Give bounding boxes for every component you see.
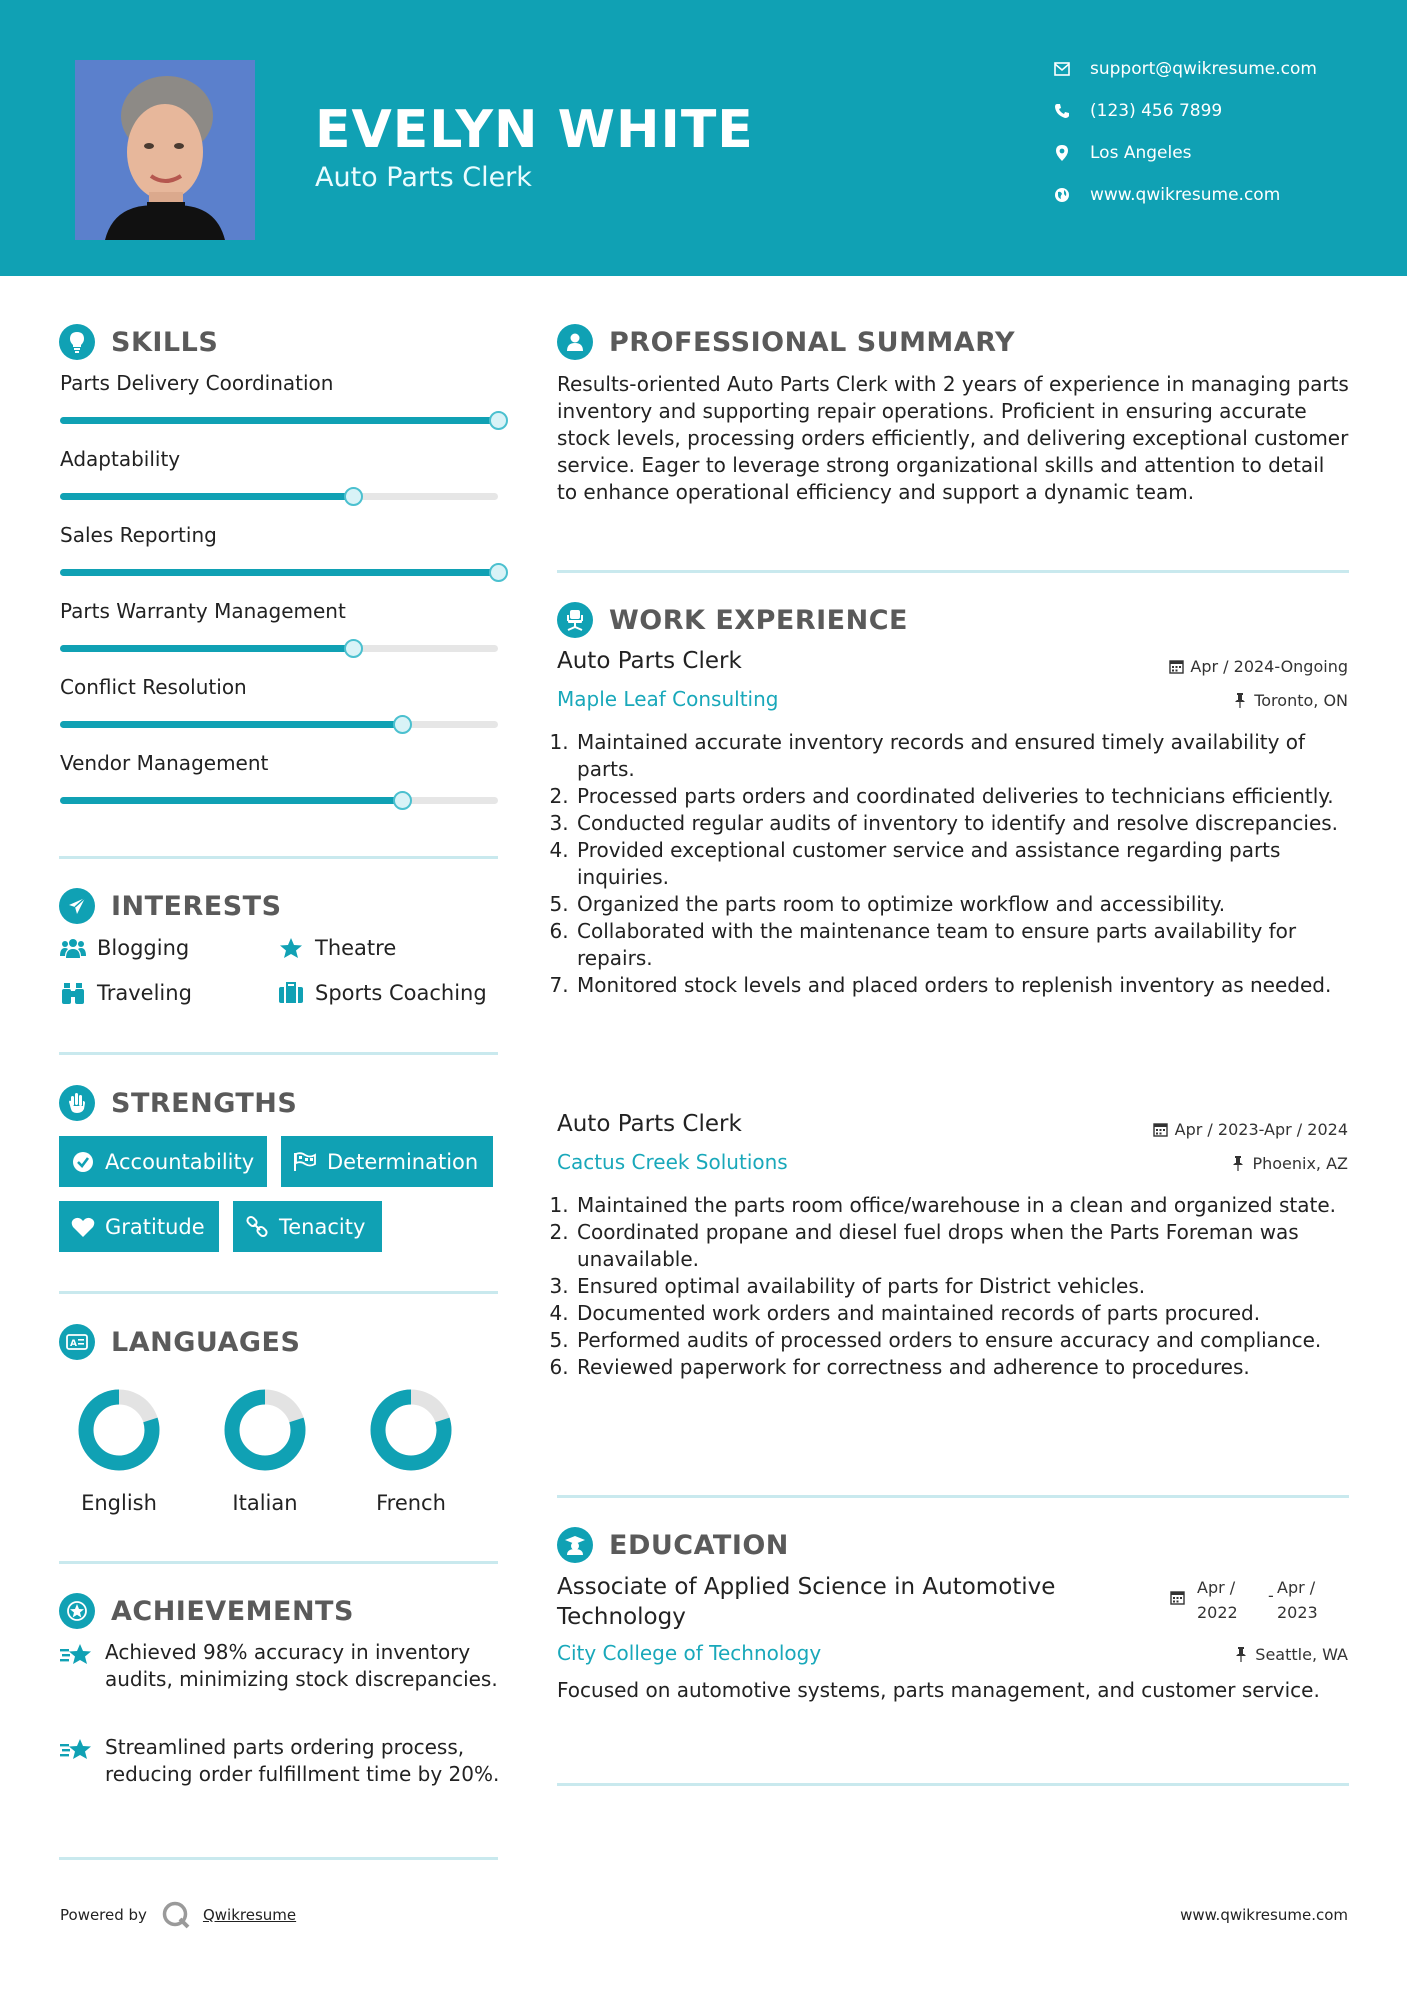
skill-bar-fill [60,417,498,424]
calendar-icon [1170,1590,1185,1609]
skill-label: Parts Delivery Coordination [60,371,334,395]
section-divider [59,1291,498,1294]
skill-label: Adaptability [60,447,181,471]
skill-bar-fill [60,721,402,728]
paper-plane-icon [59,888,95,924]
skill-bar-fill [60,645,353,652]
responsibility-item: 6. Reviewed paperwork for correctness and adherence to procedures. [575,1354,1350,1381]
hand-icon [59,1085,95,1121]
skill-label: Conflict Resolution [60,675,247,699]
achievement-item: Achieved 98% accuracy in inventory audits, minimizing stock discrepancies. [60,1639,500,1693]
briefcase-icon [277,980,305,1006]
job-location: Toronto, ON [1232,691,1348,710]
skill-bar [60,797,498,804]
job-responsibilities [575,729,1350,999]
binoculars-icon [59,980,87,1006]
interest-traveling: Traveling [59,980,192,1006]
education-heading: EDUCATION [557,1525,789,1565]
strengths-heading: STRENGTHS [59,1083,297,1123]
language-italian: Italian [205,1385,325,1515]
job-title: Auto Parts Clerk [557,648,742,674]
link-icon [245,1215,269,1239]
education-start-date: Apr / 2022 [1197,1578,1238,1622]
footer-brand-link[interactable]: Qwikresume [202,1906,297,1924]
section-divider [557,1783,1349,1786]
responsibility-item: 1. Maintained accurate inventory records and ensured timely availability of parts. [575,729,1350,783]
footer-powered-by: Powered by Qwikresume [60,1900,296,1930]
skill-label: Vendor Management [60,751,269,775]
job-dates: Apr / 2024-Ongoing [1168,657,1348,676]
lightbulb-icon [59,324,95,360]
interests-heading: INTERESTS [59,886,282,926]
language-level-ring [74,1385,164,1475]
responsibility-item: 5. Organized the parts room to optimize workflow and accessibility. [575,891,1350,918]
shooting-star-icon [60,1736,92,1764]
contact-email[interactable]: support@qwikresume.com [1052,55,1317,83]
interest-theatre: Theatre [277,935,396,961]
contact-location: Los Angeles [1052,139,1192,167]
skill-bar [60,645,498,652]
heart-icon [71,1215,95,1239]
office-chair-icon [557,602,593,638]
skill-label: Sales Reporting [60,523,217,547]
school-name[interactable]: City College of Technology [557,1641,822,1665]
calendar-icon [1153,1122,1169,1138]
language-level-ring [220,1385,310,1475]
experience-heading: WORK EXPERIENCE [557,600,908,640]
star-badge-icon [59,1593,95,1629]
section-divider [59,1052,498,1055]
education-description: Focused on automotive systems, parts management, and customer service. [557,1678,1320,1702]
map-pin-icon [1052,143,1072,163]
skill-label: Parts Warranty Management [60,599,346,623]
responsibility-item: 3. Conducted regular audits of inventory to identify and resolve discrepancies. [575,810,1350,837]
skill-bar-knob [393,791,412,810]
globe-icon [1052,185,1072,205]
section-divider [59,1857,498,1860]
job-title: Auto Parts Clerk [557,1111,742,1137]
responsibility-item: 7. Monitored stock levels and placed orders to replenish inventory as needed. [575,972,1350,999]
education-end-date: Apr / 2023 [1277,1578,1318,1622]
skills-heading: SKILLS [59,322,218,362]
skill-bar-knob [489,563,508,582]
strength-tag-determination: Determination [281,1136,493,1187]
summary-text: Results-oriented Auto Parts Clerk with 2 years of experience in managing parts inventory and supporting repair operations. Proficient in ensuring accurate stock levels, processing orders efficiently, and delivering exceptional customer service. Eager to leverage strong organizational skills and attention to detail to enhance operational efficiency and support a dynamic team. [557,372,1349,504]
phone-icon [1052,101,1072,121]
star-icon [277,935,305,961]
skill-bar-fill [60,569,498,576]
footer-website-link[interactable]: www.qwikresume.com [1180,1906,1348,1924]
job-responsibilities [575,1192,1350,1381]
responsibility-item: 2. Processed parts orders and coordinated deliveries to technicians efficiently. [575,783,1350,810]
responsibility-item: 2. Coordinated propane and diesel fuel drops when the Parts Foreman was unavailable. [575,1219,1350,1273]
section-divider [557,570,1349,573]
flag-icon [293,1150,317,1174]
responsibility-item: 1. Maintained the parts room office/warehouse in a clean and organized state. [575,1192,1350,1219]
shooting-star-icon [60,1641,92,1669]
strength-tag-tenacity: Tenacity [233,1201,382,1252]
profile-photo [75,60,255,240]
languages-heading: A LANGUAGES [59,1322,300,1362]
company-name[interactable]: Maple Leaf Consulting [557,687,779,711]
degree-title: Associate of Applied Science in Automotive Technology [557,1574,1056,1630]
contact-website[interactable]: www.qwikresume.com [1052,181,1280,209]
summary-heading: PROFESSIONAL SUMMARY [557,322,1015,362]
skill-bar [60,569,498,576]
skill-bar [60,417,498,424]
skill-bar-fill [60,797,402,804]
responsibility-item: 5. Performed audits of processed orders to ensure accuracy and compliance. [575,1327,1350,1354]
candidate-title: Auto Parts Clerk [315,162,532,193]
skill-bar-knob [344,639,363,658]
education-location: Seattle, WA [1233,1645,1348,1664]
candidate-name: EVELYN WHITE [315,100,754,160]
qwikresume-logo-icon [161,1900,191,1930]
language-french: French [351,1385,471,1515]
achievements-heading: ACHIEVEMENTS [59,1591,354,1631]
pushpin-icon [1230,1156,1246,1172]
calendar-icon [1168,659,1184,675]
strength-tag-gratitude: Gratitude [59,1201,219,1252]
skill-bar-knob [489,411,508,430]
strength-tag-accountability: Accountability [59,1136,267,1187]
language-level-ring [366,1385,456,1475]
graduate-icon [557,1527,593,1563]
interest-blogging: Blogging [59,935,189,961]
skill-bar [60,721,498,728]
job-location: Phoenix, AZ [1230,1154,1348,1173]
contact-phone[interactable]: (123) 456 7899 [1052,97,1222,125]
pushpin-icon [1233,1647,1249,1663]
svg-text:A: A [70,1339,77,1349]
section-divider [557,1495,1349,1498]
user-icon [557,324,593,360]
responsibility-item: 4. Provided exceptional customer service and assistance regarding parts inquiries. [575,837,1350,891]
section-divider [59,1561,498,1564]
skill-bar [60,493,498,500]
pushpin-icon [1232,693,1248,709]
skill-bar-fill [60,493,353,500]
users-icon [59,935,87,961]
skill-bar-knob [344,487,363,506]
job-dates: Apr / 2023-Apr / 2024 [1153,1120,1348,1139]
achievement-item: Streamlined parts ordering process, reducing order fulfillment time by 20%. [60,1734,500,1788]
date-separator: - [1268,1586,1274,1605]
resume-header [0,0,1407,276]
responsibility-item: 3. Ensured optimal availability of parts for District vehicles. [575,1273,1350,1300]
company-name[interactable]: Cactus Creek Solutions [557,1150,788,1174]
skill-bar-knob [393,715,412,734]
interest-sports-coaching: Sports Coaching [277,980,487,1006]
responsibility-item: 6. Collaborated with the maintenance team to ensure parts availability for repairs. [575,918,1350,972]
responsibility-item: 4. Documented work orders and maintained records of parts procured. [575,1300,1350,1327]
language-english: English [59,1385,179,1515]
section-divider [59,856,498,859]
check-circle-icon [71,1150,95,1174]
envelope-icon [1052,59,1072,79]
translate-icon [59,1324,95,1360]
